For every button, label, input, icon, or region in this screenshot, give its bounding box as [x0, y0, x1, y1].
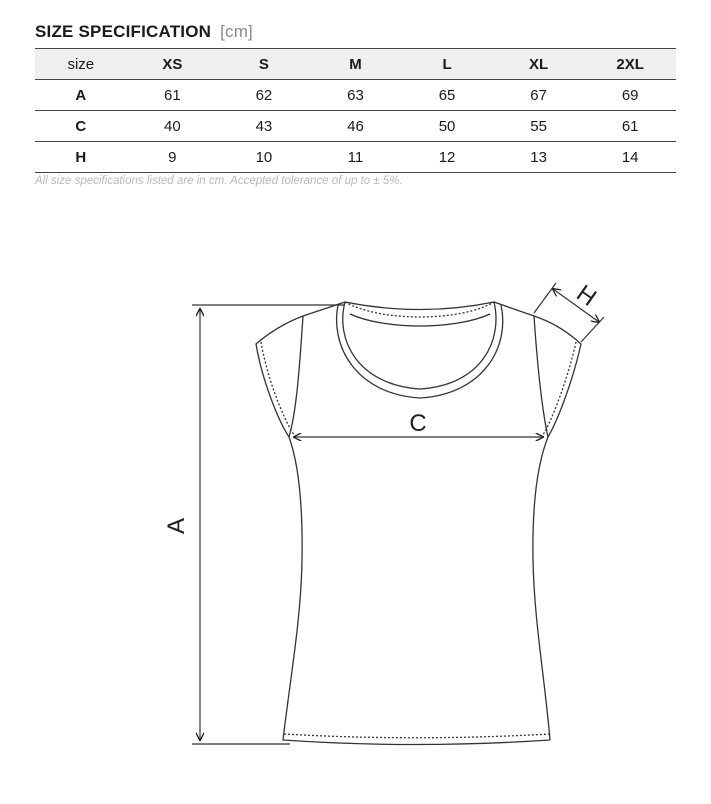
size-header-label: size [67, 55, 95, 73]
tshirt-outline [256, 302, 581, 745]
table-cell: 61 [164, 86, 181, 104]
table-cell: 13 [530, 148, 547, 166]
size-header-l: L [442, 55, 452, 73]
table-cell: 10 [255, 148, 273, 166]
title-unit: [cm] [220, 22, 253, 41]
table-cell: 65 [438, 86, 456, 104]
table-cell: 55 [530, 117, 547, 135]
row-label: A [75, 86, 87, 104]
title-text: SIZE SPECIFICATION [35, 22, 212, 41]
table-cell: 50 [438, 117, 456, 135]
label-h: H [571, 279, 602, 312]
label-a: A [163, 517, 190, 535]
size-header-s: S [258, 55, 269, 73]
size-header-xl: XL [529, 55, 549, 73]
size-header-2xl: 2XL [616, 55, 644, 73]
table-cell: 63 [347, 86, 364, 104]
table-cell: 14 [621, 148, 639, 166]
size-header-m: M [349, 55, 362, 73]
dimension-a [192, 305, 345, 744]
table-cell: 12 [438, 148, 456, 166]
table-cell: 69 [621, 86, 639, 104]
table-cell: 40 [164, 117, 181, 135]
label-c: C [409, 410, 427, 437]
table-cell: 67 [530, 86, 547, 104]
table-cell: 61 [621, 117, 639, 135]
table-cell: 11 [347, 148, 364, 166]
row-label: H [75, 148, 87, 166]
table-cell: 9 [168, 148, 177, 166]
table-cell: 46 [347, 117, 364, 135]
row-label: C [75, 117, 87, 135]
table-cell: 62 [255, 86, 273, 104]
size-header-xs: XS [162, 55, 183, 73]
table-cell: 43 [255, 117, 273, 135]
tolerance-note: All size specifications listed are in cm. Accepted tolerance of up to ± 5%. [35, 175, 403, 187]
